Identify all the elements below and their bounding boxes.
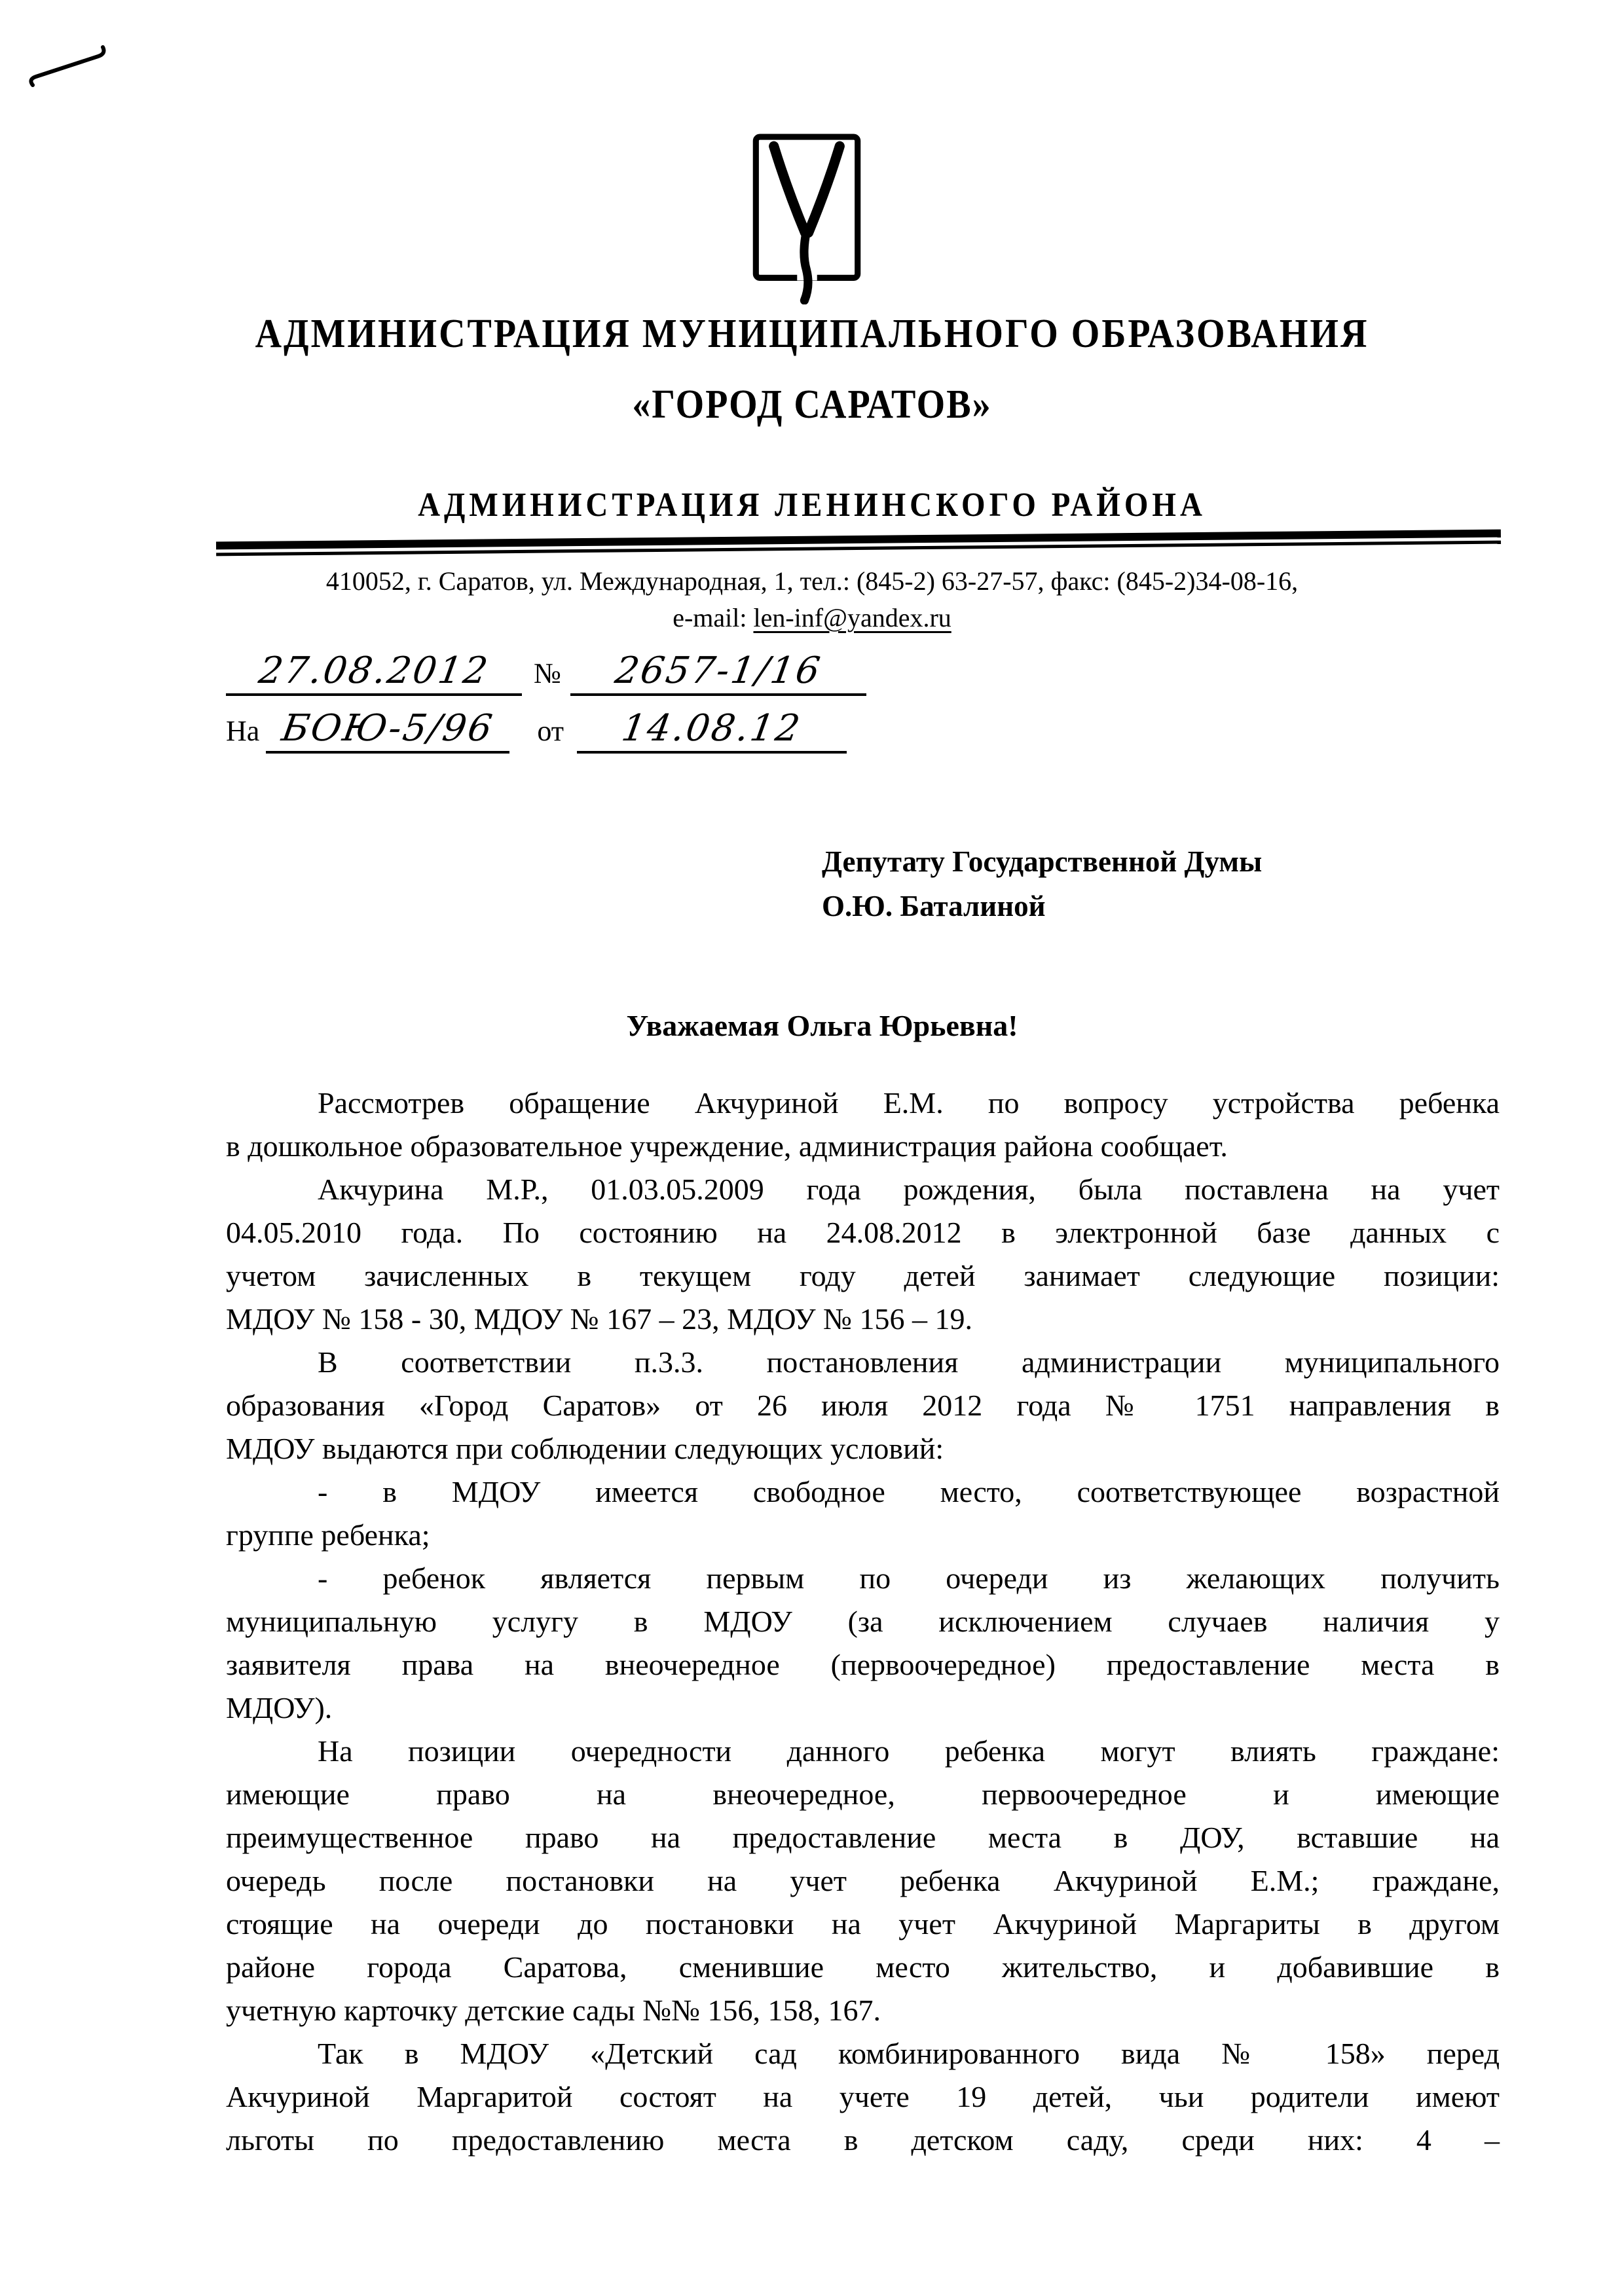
saratov-coat-of-arms-icon [752,133,862,304]
body-line: в дошкольное образовательное учреждение, администрация района сообщает. [226,1129,1228,1163]
body-line: Рассмотрев обращение Акчуриной Е.М. по вопросу устройства ребенка [318,1086,1500,1120]
letter-body [226,1082,1500,2162]
pen-mark-icon [26,45,121,94]
incoming-number-value: БОЮ-5/96 [278,707,497,750]
org-name-line2: «ГОРОД САРАТОВ» [632,382,992,428]
email-line [157,602,1467,633]
body-line: имеющие право на внеочередное, первоочередное и имеющие [226,1777,1500,1811]
body-line: Так в МДОУ «Детский сад комбинированного вида № 158» перед [318,2037,1500,2070]
body-line: муниципальную услугу в МДОУ (за исключением случаев наличия у [226,1605,1500,1638]
outgoing-date-value: 27.08.2012 [255,649,492,692]
email-address: len-inf@yandex.ru [753,603,951,632]
body-line: стоящие на очереди до постановки на учет Акчуриной Маргариты в другом [226,1907,1500,1941]
body-line: льготы по предоставлению места в детском саду, среди них: 4 – [226,2123,1500,2157]
body-line: образования «Город Саратов» от 26 июля 2012 года № 1751 направления в [226,1389,1500,1422]
department-name: АДМИНИСТРАЦИЯ ЛЕНИНСКОГО РАЙОНА [418,486,1206,524]
body-line: учетную карточку детские сады №№ 156, 158, 167. [226,1994,881,2027]
body-line: - в МДОУ имеется свободное место, соответствующее возрастной [318,1475,1500,1508]
body-line: Акчуриной Маргаритой состоят на учете 19 детей, чьи родители имеют [226,2080,1500,2113]
from-label: от [537,715,564,747]
org-name-line1: АДМИНИСТРАЦИЯ МУНИЦИПАЛЬНОГО ОБРАЗОВАНИЯ [255,311,1369,357]
body-line: Акчурина М.Р., 01.03.05.2009 года рождения, была поставлена на учет [318,1173,1500,1206]
outgoing-number-value: 2657-1/16 [612,649,825,692]
body-line: МДОУ). [226,1691,333,1724]
number-sign-label: № [534,657,561,689]
addressee-name: О.Ю. Баталиной [822,890,1046,922]
outgoing-reference-row [226,649,866,696]
header-divider [216,530,1501,556]
outgoing-date-field [226,649,522,696]
addressee-block [822,839,1477,928]
incoming-number-field [266,707,509,754]
body-line: учетом зачисленных в текущем году детей занимает следующие позиции: [226,1259,1500,1292]
body-line: МДОУ выдаются при соблюдении следующих условий: [226,1432,944,1465]
addressee-title: Депутату Государственной Думы [822,845,1263,878]
body-line: МДОУ № 158 - 30, МДОУ № 167 – 23, МДОУ № 156 – 19. [226,1302,972,1336]
body-line: группе ребенка; [226,1518,430,1552]
body-line: районе города Саратова, сменившие место жительство, и добавившие в [226,1950,1500,1984]
body-line: очередь после постановки на учет ребенка Акчуриной Е.М.; граждане, [226,1864,1500,1897]
email-label: e-mail: [673,603,747,632]
address-line: 410052, г. Саратов, ул. Международная, 1, тел.: (845-2) 63-27-57, факс: (845-2)34-08-16, [325,566,1299,596]
incoming-date-value: 14.08.12 [619,707,805,750]
body-line: преимущественное право на предоставление места в ДОУ, вставшие на [226,1821,1500,1854]
incoming-reference-row [226,707,847,754]
greeting: Уважаемая Ольга Юрьевна! [626,1009,1018,1042]
body-line: В соответствии п.3.3. постановления администрации муниципального [318,1345,1500,1379]
body-line: 04.05.2010 года. По состоянию на 24.08.2012 в электронной базе данных с [226,1216,1500,1249]
incoming-date-field [577,707,847,754]
outgoing-number-field [570,649,866,696]
reply-to-label: На [226,715,260,747]
body-line: - ребенок является первым по очереди из желающих получить [318,1561,1500,1595]
body-line: заявителя права на внеочередное (первоочередное) предоставление места в [226,1648,1500,1681]
body-line: На позиции очередности данного ребенка могут влиять граждане: [318,1734,1500,1768]
